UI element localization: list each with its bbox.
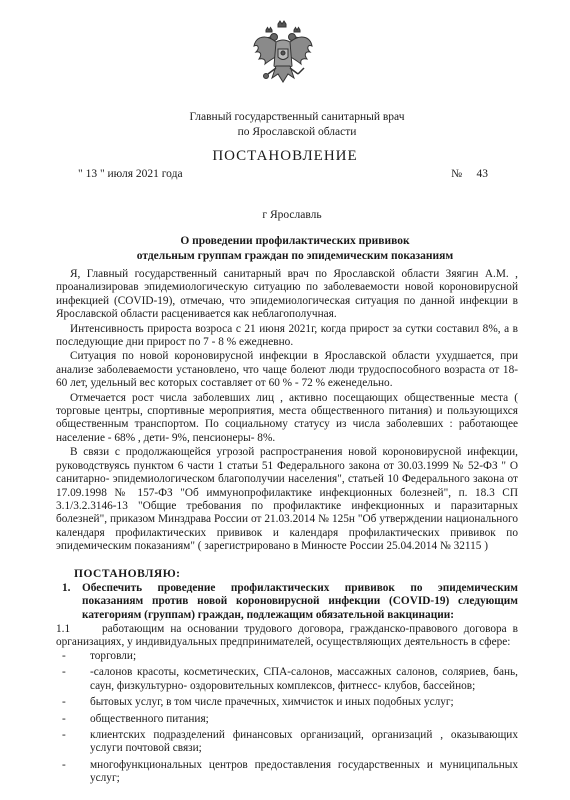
number-label: № bbox=[451, 168, 463, 180]
document-subject bbox=[0, 234, 570, 264]
preamble-paragraph-3: Ситуация по новой короновирусной инфекции в Ярославской области ухудшается, при анализе заболеваемости установлено, что чаще болеют люди трудоспособного возраста от 18-60 лет, удельный вес которых составляет от 60 % - 72 % еженедельно. bbox=[56, 350, 518, 390]
activity-list bbox=[56, 650, 518, 789]
preamble-paragraph-4: Отмечается рост числа заболевших лиц , активно посещающих общественные места ( торговые центры, спортивные мероприятия, места общественного питания) и пользующихся общественным транспортом. По социальному статусу из числа заболевших : работающее население - 68% , дети- 9%, пенсионеры- 8%. bbox=[56, 391, 518, 444]
authority-line-2: по Ярославской области bbox=[237, 126, 357, 138]
date-number-row bbox=[78, 168, 488, 180]
item-1-text: Обеспечить проведение профилактических прививок по эпидемическим показаниям против новой короновирусной инфекции (COVID-19) следующим категориям (группам) граждан, подлежащим обязательной вакцинации: bbox=[82, 582, 518, 621]
list-item: - -салонов красоты, косметических, СПА-салонов, массажных салонов, соляриев, бань, саун, физкультурно- оздоровительных комплексов, фитнесс- клубов, бассейнов; bbox=[62, 666, 518, 692]
document-type-title: ПОСТАНОВЛЕНИЕ bbox=[212, 148, 358, 164]
list-item: - многофункциональных центров предоставления государственных и муниципальных услуг; bbox=[62, 758, 518, 785]
list-item: - бытовых услуг, в том числе прачечных, химчисток и иных подобных услуг; bbox=[62, 696, 454, 709]
document-date: " 13 " июля 2021 года bbox=[78, 168, 183, 180]
issuing-authority bbox=[0, 110, 570, 140]
resolution-item-1 bbox=[56, 582, 518, 622]
resolution-item-1-1 bbox=[56, 623, 518, 650]
resolution-heading: ПОСТАНОВЛЯЮ: bbox=[74, 568, 181, 580]
russian-coat-of-arms-icon bbox=[252, 20, 314, 92]
subject-line-2: отдельным группам граждан по эпидемическим показаниям bbox=[136, 250, 454, 262]
preamble-paragraph-5: В связи с продолжающейся угрозой распространения новой короновирусной инфекции, руководствуясь пунктом 6 части 1 статьи 51 Федерального закона от 30.03.1999 № 52-ФЗ " О санитарно- эпидемиологическом благополучии населения", статьей 10 Федерального закона от 17.09.1998 № 157-ФЗ "Об иммунопрофилактике инфекционных болезней", п. 18.3 СП 3.1/3.2.3146-13 "Общие требования по профилактике инфекционных и паразитарных болезней", приказом Минздрава России от 21.03.2014 № 125н "Об утверждении национального календаря профилактических прививок и календаря профилактических прививок по эпидемическим показаниям" ( зарегистрировано в Минюсте России 25.04.2014 № 32115 ) bbox=[56, 446, 518, 553]
item-1-number: 1. bbox=[62, 582, 71, 594]
authority-line-1: Главный государственный санитарный врач bbox=[189, 111, 405, 123]
preamble-paragraph-2: Интенсивность прироста возроса с 21 июня 2021г, когда прирост за сутки составил 8%, а в последующие дни прирост по 7 - 8 % ежедневно. bbox=[56, 322, 518, 349]
city: г Ярославль bbox=[262, 209, 322, 221]
item-1-1-number: 1.1 bbox=[56, 623, 71, 635]
subject-line-1: О проведении профилактических прививок bbox=[180, 235, 410, 247]
number-value: 43 bbox=[476, 168, 488, 180]
document-number bbox=[451, 168, 488, 180]
list-item: - клиентских подразделений финансовых организаций, организаций , оказывающих услуги почтовой связи; bbox=[62, 729, 518, 755]
list-item: - общественного питания; bbox=[62, 712, 209, 725]
preamble bbox=[56, 268, 518, 554]
item-1-1-text: работающим на основании трудового договора, гражданско-правового договора в организациях, у индивидуальных предпринимателей, осуществляющих деятельность в сфере: bbox=[56, 623, 518, 649]
preamble-paragraph-1: Я, Главный государственный санитарный врач по Ярославской области Зяягин А.М. , проанализировав эпидемиологическую ситуацию по заболеваемости новой короновирусной инфекцией (COVID-19), отмечаю, что эпидемиологическая ситуация по данной инфекции в Ярославской области расценивается как неблагополучная. bbox=[56, 268, 518, 321]
list-item: - торговли; bbox=[62, 650, 137, 662]
